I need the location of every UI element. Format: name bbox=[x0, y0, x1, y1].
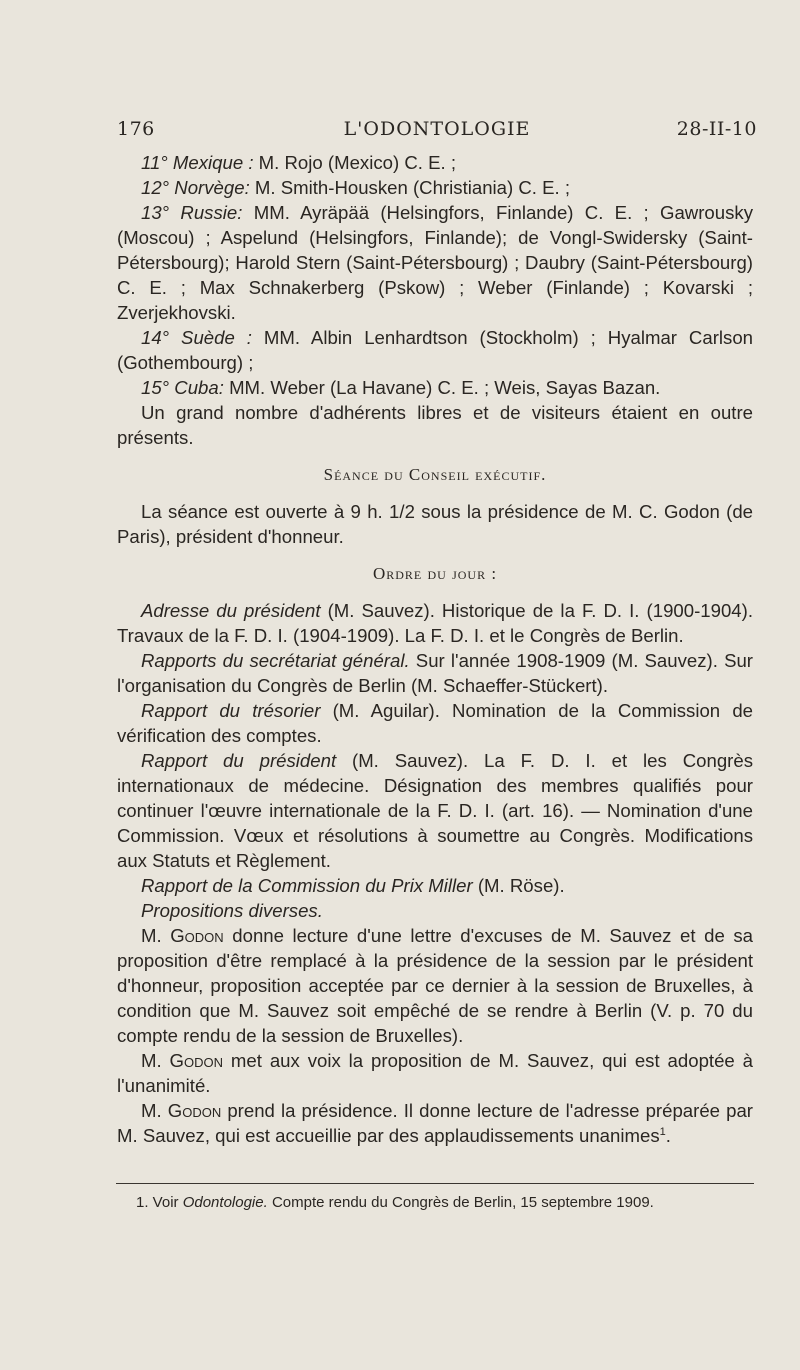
section-heading-seance: Séance du Conseil exécutif. bbox=[323, 465, 547, 484]
agenda-item: Propositions diverses. bbox=[141, 900, 323, 921]
paragraph-godon-vote: M. Godon met aux voix la proposition de M. Sauvez, qui est adoptée à l'unanimité. bbox=[117, 1050, 753, 1096]
running-header bbox=[117, 118, 757, 144]
list-item: 14° Suède : MM. Albin Lenhardtson (Stockholm) ; Hyalmar Carlson (Gothembourg) ; bbox=[117, 327, 753, 373]
agenda-item: Rapport du trésorier (M. Aguilar). Nomination de la Commission de vérification des comptes. bbox=[117, 700, 754, 746]
seance-paragraph: La séance est ouverte à 9 h. 1/2 sous la présidence de M. C. Godon (de Paris), président d'honneur. bbox=[117, 501, 753, 547]
agenda-item: Rapport du président (M. Sauvez). La F. D. I. et les Congrès internationaux de médecine. Désignation des membres qualifiés pour continuer l'œuvre internationale de la F. D. I. (art. 16). — Nomination d'une Commission. Vœux et résolutions à soumettre au Congrès. Modifications aux Statuts et Règlement. bbox=[117, 750, 753, 871]
footnote-divider bbox=[116, 1183, 754, 1184]
footnote-marker: 1. bbox=[136, 1194, 149, 1211]
page-number: 176 bbox=[117, 118, 155, 140]
running-title: L'ODONTOLOGIE bbox=[343, 118, 531, 140]
agenda-item: Adresse du président (M. Sauvez). Historique de la F. D. I. (1900-1904). Travaux de la F. D. I. (1904-1909). La F. D. I. et le Congrès de Berlin. bbox=[117, 600, 754, 646]
section-heading-ordre: Ordre du jour : bbox=[372, 564, 498, 583]
page-body bbox=[117, 150, 753, 1148]
paragraph-godon-presidence: M. Godon prend la présidence. Il donne lecture de l'adresse préparée par M. Sauvez, qui est accueillie par des applaudissements unanimes$^1$. bbox=[117, 1100, 753, 1146]
list-item: 15° Cuba: MM. Weber (La Havane) C. E. ; Weis, Sayas Bazan. bbox=[141, 377, 661, 398]
paragraph-godon-excuses: M. Godon donne lecture d'une lettre d'excuses de M. Sauvez et de sa proposition d'être remplacé à la présidence de la session par le président d'honneur, proposition acceptée par ce dernier à la session de Bruxelles, à condition que M. Sauvez soit empêché de se rendre à Berlin (V. p. 70 du compte rendu de la session de Bruxelles). bbox=[117, 925, 753, 1046]
footnote: 1. Voir Odontologie. Compte rendu du Congrès de Berlin, 15 septembre 1909. bbox=[136, 1194, 654, 1211]
agenda-item: Rapports du secrétariat général. Sur l'année 1908-1909 (M. Sauvez). Sur l'organisation du Congrès de Berlin (M. Schaeffer-Stückert). bbox=[117, 650, 753, 696]
footnote-source: Odontologie. bbox=[182, 1194, 268, 1211]
footnote-ref[interactable]: 1 bbox=[659, 1125, 666, 1138]
agenda-item: Rapport de la Commission du Prix Miller (M. Röse). bbox=[141, 875, 565, 896]
list-item: 12° Norvège: M. Smith-Housken (Christiania) C. E. ; bbox=[141, 177, 571, 198]
list-item: 13° Russie: MM. Ayräpää (Helsingfors, Finlande) C. E. ; Gawrousky (Moscou) ; Aspelund (Helsingfors, Finlande); de Vongl-Swidersky (Saint-Pétersbourg); Harold Stern (Saint-Pétersbourg) ; Daubry (Saint-Pétersbourg) C. E. ; Max Schnakerberg (Pskow) ; Weber (Finlande) ; Kovarski ; Zverjekhovski. bbox=[117, 202, 753, 323]
issue-date: 28-II-10 bbox=[676, 118, 757, 140]
list-item: 11° Mexique : M. Rojo (Mexico) C. E. ; bbox=[141, 152, 457, 173]
adherents-paragraph: Un grand nombre d'adhérents libres et de visiteurs étaient en outre présents. bbox=[117, 402, 753, 448]
